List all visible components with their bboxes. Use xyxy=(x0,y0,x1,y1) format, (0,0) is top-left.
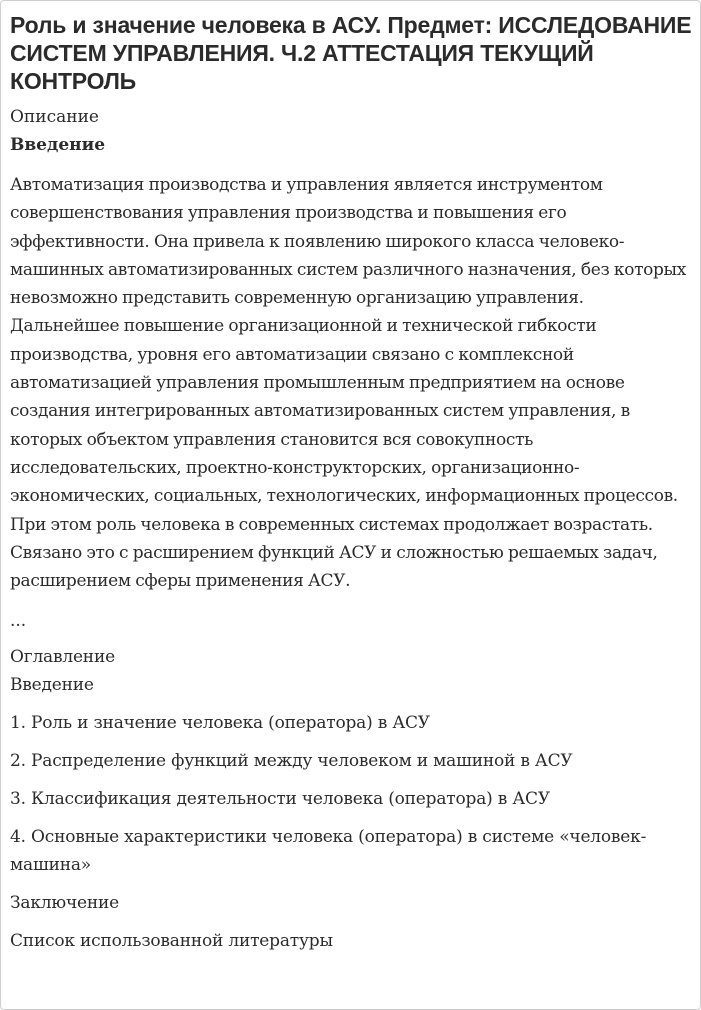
document-title: Роль и значение человека в АСУ. Предмет: ИССЛЕДОВАНИЕ СИСТЕМ УПРАВЛЕНИЯ. Ч.2 АТТЕСТАЦИЯ ТЕКУЩИЙ КОНТРОЛЬ xyxy=(10,12,692,94)
toc-label: Оглавление xyxy=(10,647,115,668)
toc-item-2: 2. Распределение функций между человеком и машиной в АСУ xyxy=(10,751,573,772)
toc-item-1: 1. Роль и значение человека (оператора) в АСУ xyxy=(10,713,430,734)
toc-item-intro: Введение xyxy=(10,675,94,696)
toc-item-references: Список использованной литературы xyxy=(10,931,333,952)
continuation-ellipsis: ... xyxy=(10,611,27,632)
toc-item-4: 4. Основные характеристики человека (оператора) в системе «человек-машина» xyxy=(10,827,647,876)
intro-paragraph: Автоматизация производства и управления является инструментом совершенствования управления производства и повышения его эффективности. Она привела к появлению широкого класса человеко-машинных автоматизированных систем различного назначения, без которых невозможно представить современную организацию управления. Дальнейшее повышение организационной и технической гибкости производства, уровня его автоматизации связано с комплексной автоматизацией управления промышленным предприятием на основе создания интегрированных автоматизированных систем управления, в которых объектом управления становится вся совокупность исследовательских, проектно-конструкторских, организационно-экономических, социальных, технологических, информационных процессов. При этом роль человека в современных системах продолжает возрастать. Связано это с расширением функций АСУ и сложностью решаемых задач, расширением сферы применения АСУ. xyxy=(10,175,686,592)
description-label: Описание xyxy=(10,107,99,127)
table-of-contents xyxy=(10,643,692,955)
intro-heading: Введение xyxy=(10,135,106,155)
toc-item-conclusion: Заключение xyxy=(10,893,119,914)
toc-item-3: 3. Классификация деятельности человека (оператора) в АСУ xyxy=(10,789,550,810)
